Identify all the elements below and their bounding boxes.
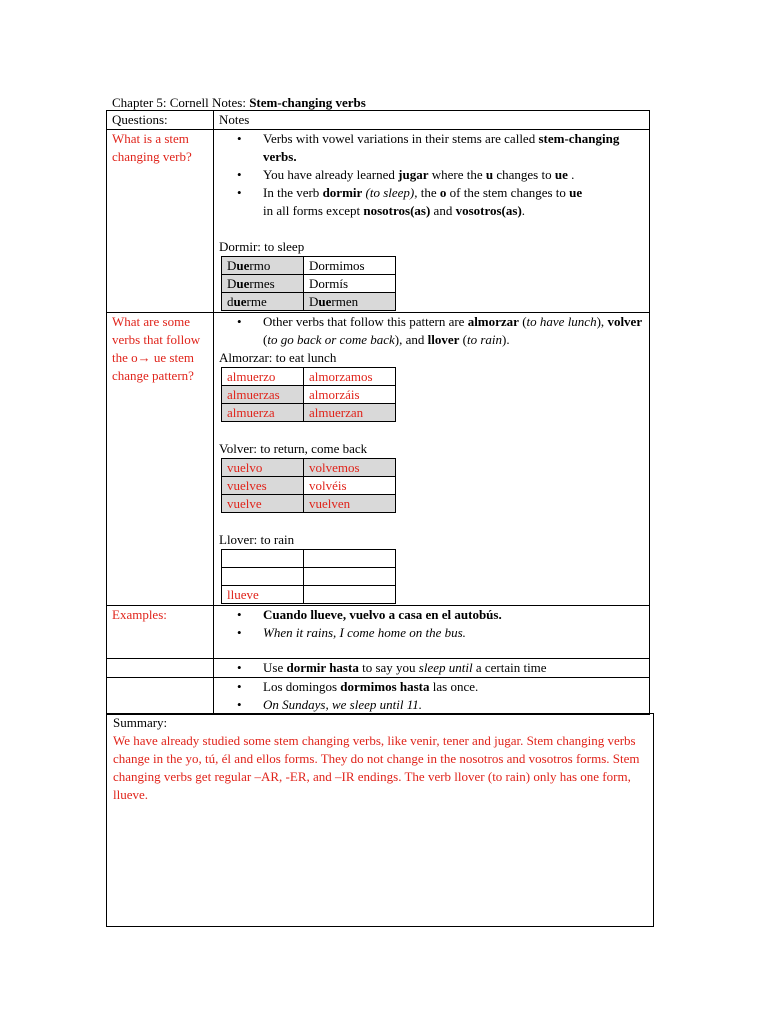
- table-cell: duerme: [222, 293, 304, 311]
- table-row: [222, 495, 396, 513]
- table-row: [222, 257, 396, 275]
- table-cell: volvemos: [304, 459, 396, 477]
- notes-cell: [214, 606, 650, 659]
- summary-label: Summary:: [113, 715, 168, 730]
- almorzar-conjugation-table: [221, 367, 396, 422]
- page-title: Chapter 5: Cornell Notes: Stem-changing verbs: [112, 95, 366, 110]
- table-cell: vuelves: [222, 477, 304, 495]
- section-dormir-hasta: [107, 659, 650, 678]
- table-row: [222, 477, 396, 495]
- table-row: [222, 586, 396, 604]
- cornell-notes-table: [106, 110, 650, 715]
- table-row: [222, 368, 396, 386]
- table-row: [222, 550, 396, 568]
- table-cell: [304, 586, 396, 604]
- table-cell: almorzáis: [304, 386, 396, 404]
- almorzar-table-label: Almorzar: to eat lunch: [219, 350, 337, 365]
- notes-cell: [214, 313, 650, 606]
- bullet-item: • Cuando llueve, vuelvo a casa en el autobús.: [237, 607, 502, 622]
- table-cell: almorzamos: [304, 368, 396, 386]
- header-row: [107, 111, 650, 130]
- question-cell: [107, 659, 214, 678]
- question-cell: Examples:: [107, 606, 214, 659]
- llover-table-label: Llover: to rain: [219, 532, 295, 547]
- section-examples: [107, 606, 650, 659]
- table-row: [222, 404, 396, 422]
- section-stem-changing-definition: [107, 130, 650, 313]
- bullet-item: • Other verbs that follow this pattern are almorzar (to have lunch), volver (to go back or come back), and llover (to rain).: [237, 314, 643, 347]
- table-cell: almuerzas: [222, 386, 304, 404]
- right-arrow-icon: →: [137, 350, 151, 365]
- table-cell: Duermo: [222, 257, 304, 275]
- dormir-conjugation-table: [221, 256, 396, 311]
- bullet-item: • On Sundays, we sleep until 11.: [237, 697, 422, 712]
- table-cell: vuelven: [304, 495, 396, 513]
- notes-cell: [214, 659, 650, 678]
- table-row: [222, 275, 396, 293]
- bullet-item: • Use dormir hasta to say you sleep until a certain time: [237, 660, 547, 675]
- section-o-ue-pattern: [107, 313, 650, 606]
- dormir-table-label: Dormir: to sleep: [219, 239, 305, 254]
- bullet-item: • Los domingos dormimos hasta las once.: [237, 679, 479, 694]
- table-cell: Dormimos: [304, 257, 396, 275]
- table-cell: Duermes: [222, 275, 304, 293]
- table-cell: Duermen: [304, 293, 396, 311]
- section-sundays: [107, 678, 650, 715]
- bullet-item: • You have already learned jugar where the u changes to ue .: [237, 167, 575, 182]
- table-cell: vuelve: [222, 495, 304, 513]
- table-row: [222, 459, 396, 477]
- table-cell: almuerzo: [222, 368, 304, 386]
- bullet-item: • In the verb dormir (to sleep), the o of the stem changes to ue in all forms except nosotros(as) and vosotros(as).: [237, 185, 583, 218]
- question-cell: [107, 678, 214, 715]
- table-cell: Dormís: [304, 275, 396, 293]
- table-row: [222, 293, 396, 311]
- summary-box: [106, 713, 654, 927]
- table-cell: volvéis: [304, 477, 396, 495]
- table-cell: [222, 550, 304, 568]
- notes-cell: [214, 130, 650, 313]
- table-row: [222, 568, 396, 586]
- table-cell: [304, 568, 396, 586]
- questions-header: Questions:: [107, 111, 214, 130]
- bullet-item: • Verbs with vowel variations in their stems are called stem-changing verbs.: [237, 131, 620, 164]
- table-cell: [222, 568, 304, 586]
- summary-text: We have already studied some stem changing verbs, like venir, tener and jugar. Stem changing verbs change in the yo, tú, él and ellos forms. They do not change in the nosotros and vosotros forms. Stem changing verbs get regular –AR, -ER, and –IR endings. The verb llover (to rain) only has one form, llueve.: [113, 733, 640, 802]
- table-cell: llueve: [222, 586, 304, 604]
- bullet-item: • When it rains, I come home on the bus.: [237, 625, 466, 640]
- table-cell: [304, 550, 396, 568]
- table-cell: almuerzan: [304, 404, 396, 422]
- notes-header: Notes: [214, 111, 650, 130]
- table-cell: vuelvo: [222, 459, 304, 477]
- question-cell: What is a stem changing verb?: [107, 130, 214, 313]
- table-row: [222, 386, 396, 404]
- llover-conjugation-table: [221, 549, 396, 604]
- volver-conjugation-table: [221, 458, 396, 513]
- volver-table-label: Volver: to return, come back: [219, 441, 368, 456]
- question-cell: What are some verbs that follow the o→ ue stem change pattern?: [107, 313, 214, 606]
- table-cell: almuerza: [222, 404, 304, 422]
- notes-cell: [214, 678, 650, 715]
